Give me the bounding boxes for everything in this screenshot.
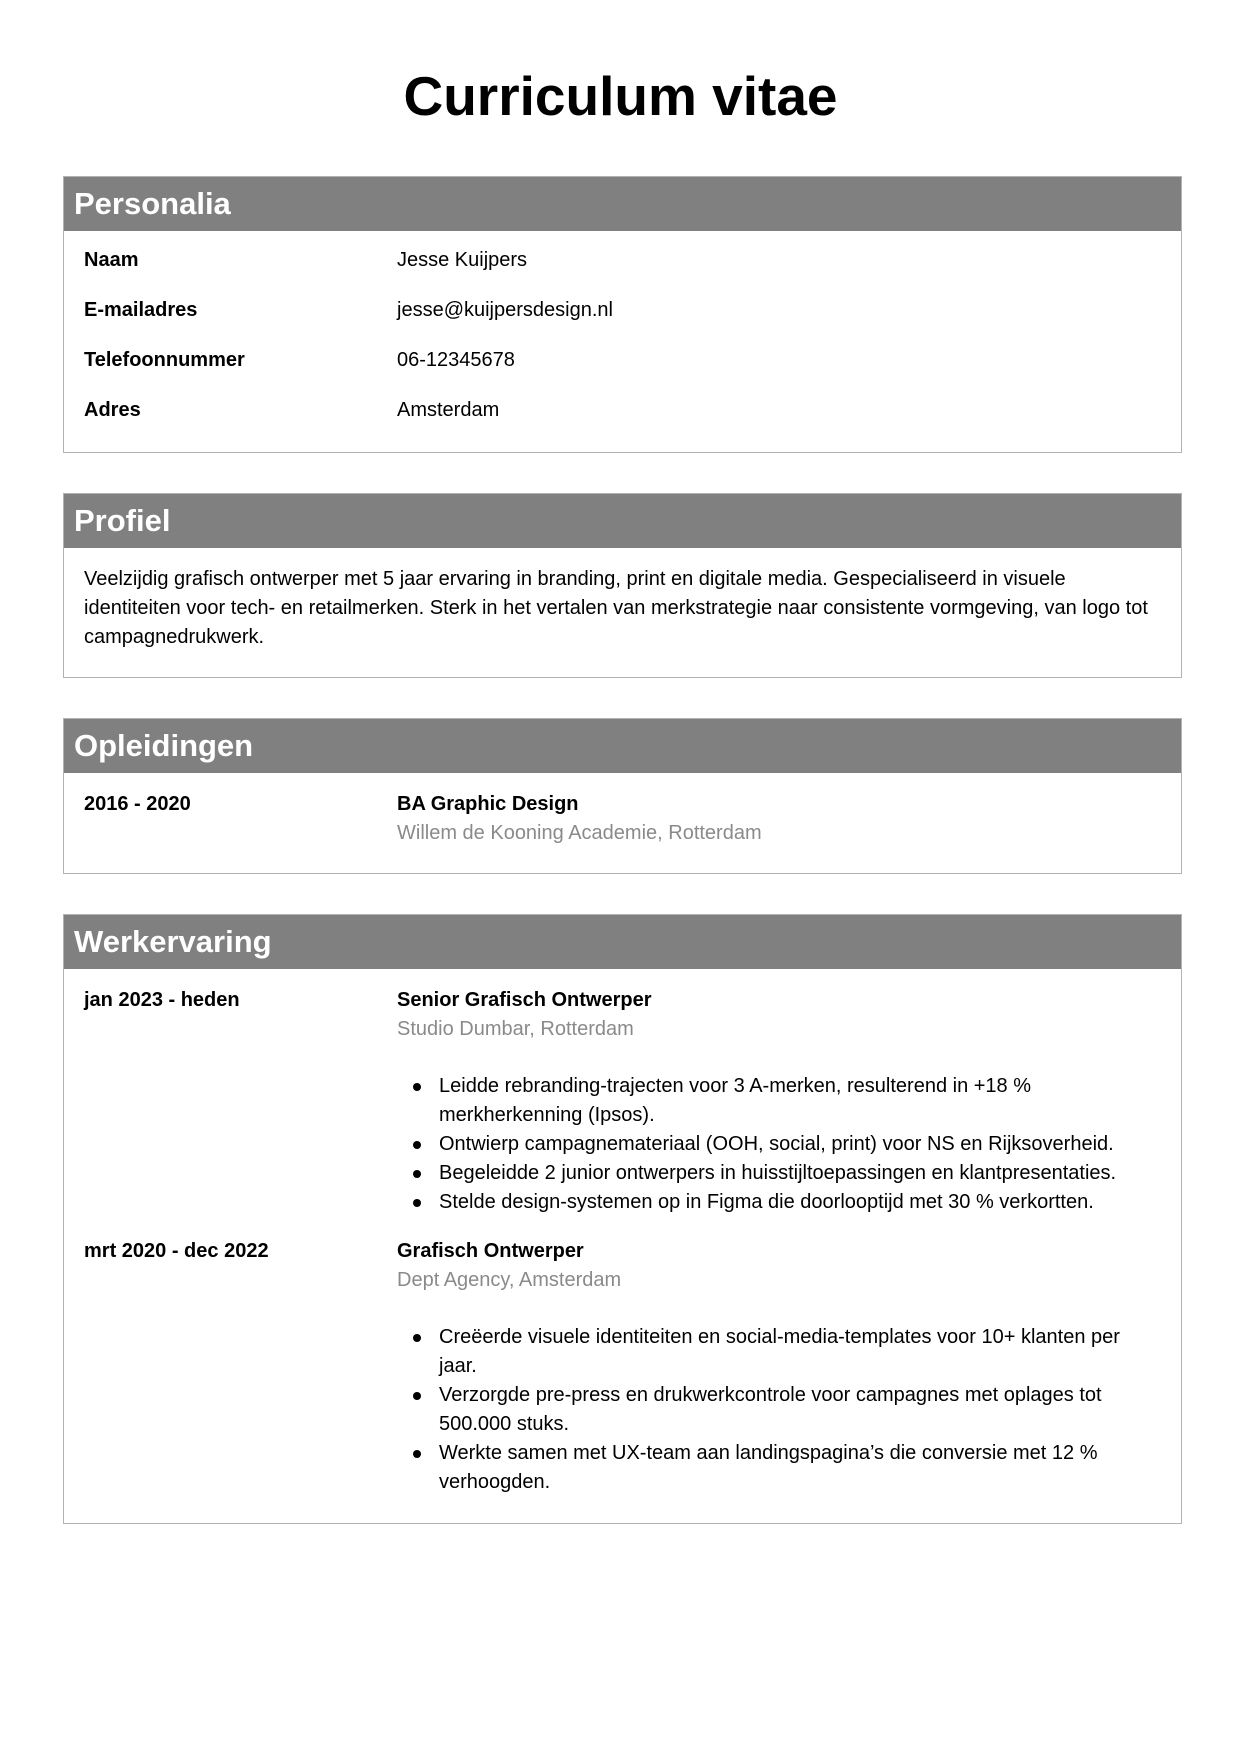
section-opleidingen: [63, 718, 1182, 874]
section-header-opleidingen: Opleidingen: [64, 719, 1181, 773]
list-item-text: Ontwierp campagnemateriaal (OOH, social, print) voor NS en Rijksoverheid.: [439, 1133, 1114, 1155]
personalia-row-phone: [64, 346, 1181, 396]
list-item: [397, 1072, 1161, 1130]
section-werkervaring: [63, 914, 1182, 1524]
bullet-icon: [413, 1083, 421, 1091]
list-item-text: Stelde design-systemen op in Figma die doorlooptijd met 30 % verkortten.: [439, 1191, 1094, 1213]
field-value-email: jesse@kuijpersdesign.nl: [397, 299, 613, 321]
personalia-row-email: [64, 296, 1181, 346]
work-title: Grafisch Ontwerper: [397, 1240, 584, 1262]
list-item-text: Verzorgde pre-press en drukwerkcontrole voor campagnes met oplages tot 500.000 stuks.: [439, 1384, 1102, 1435]
list-item: [397, 1188, 1161, 1217]
section-profiel: [63, 493, 1182, 678]
bullet-icon: [413, 1199, 421, 1207]
bullet-icon: [413, 1141, 421, 1149]
list-item-text: Creëerde visuele identiteiten en social-media-templates voor 10+ klanten per jaar.: [439, 1326, 1120, 1377]
field-value-phone: 06-12345678: [397, 349, 515, 371]
work-employer: Studio Dumbar, Rotterdam: [397, 1018, 634, 1040]
list-item-text: Werkte samen met UX-team aan landingspagina’s die conversie met 12 % verhoogden.: [439, 1442, 1098, 1493]
bullet-icon: [413, 1170, 421, 1178]
list-item: [397, 1381, 1161, 1439]
list-item: [397, 1130, 1161, 1159]
work-details: [397, 986, 1161, 1217]
education-institution: Willem de Kooning Academie, Rotterdam: [397, 822, 762, 844]
field-label: Naam: [84, 249, 139, 271]
field-value-address: Amsterdam: [397, 399, 500, 421]
list-item-text: Begeleidde 2 junior ontwerpers in huisstijltoepassingen en klantpresentaties.: [439, 1162, 1117, 1184]
education-title: BA Graphic Design: [397, 793, 579, 815]
document-title: Curriculum vitae: [403, 65, 838, 127]
field-label: Telefoonnummer: [84, 349, 245, 371]
list-item: [397, 1159, 1161, 1188]
education-entry: [64, 790, 1181, 891]
field-label: E-mailadres: [84, 299, 198, 321]
bullet-icon: [413, 1450, 421, 1458]
work-employer: Dept Agency, Amsterdam: [397, 1269, 622, 1291]
list-item: [397, 1323, 1161, 1381]
section-personalia: [63, 176, 1182, 453]
work-title: Senior Grafisch Ontwerper: [397, 989, 652, 1011]
work-entry: [64, 986, 1181, 1237]
list-item: [397, 1439, 1161, 1497]
field-value-name: Jesse Kuijpers: [397, 249, 528, 271]
section-header-personalia: Personalia: [64, 177, 1181, 231]
list-item-text: Leidde rebranding-trajecten voor 3 A-merken, resulterend in +18 % merkherkenning (Ipsos).: [439, 1075, 1032, 1126]
field-label: Adres: [84, 399, 141, 421]
work-bullets: [397, 1323, 1161, 1497]
work-bullets: [397, 1072, 1161, 1217]
work-details: [397, 1237, 1161, 1497]
education-details: [397, 790, 1161, 848]
section-header-profiel: Profiel: [64, 494, 1181, 548]
bullet-icon: [413, 1334, 421, 1342]
section-header-werkervaring: Werkervaring: [64, 915, 1181, 969]
work-period: jan 2023 - heden: [84, 989, 240, 1011]
profile-text: Veelzijdig grafisch ontwerper met 5 jaar ervaring in branding, print en digitale media. Gespecialiseerd in visuele identiteiten voor tech- en retailmerken. Sterk in het vertalen van merkstrategie naar consistente vormgeving, van logo tot campagnedrukwerk.: [84, 568, 1148, 648]
work-period: mrt 2020 - dec 2022: [84, 1240, 269, 1262]
personalia-row-name: [64, 246, 1181, 296]
personalia-row-address: [64, 396, 1181, 446]
personalia-rows: [64, 231, 1181, 446]
education-period: 2016 - 2020: [84, 793, 191, 815]
bullet-icon: [413, 1392, 421, 1400]
work-entry: [64, 1237, 1181, 1497]
